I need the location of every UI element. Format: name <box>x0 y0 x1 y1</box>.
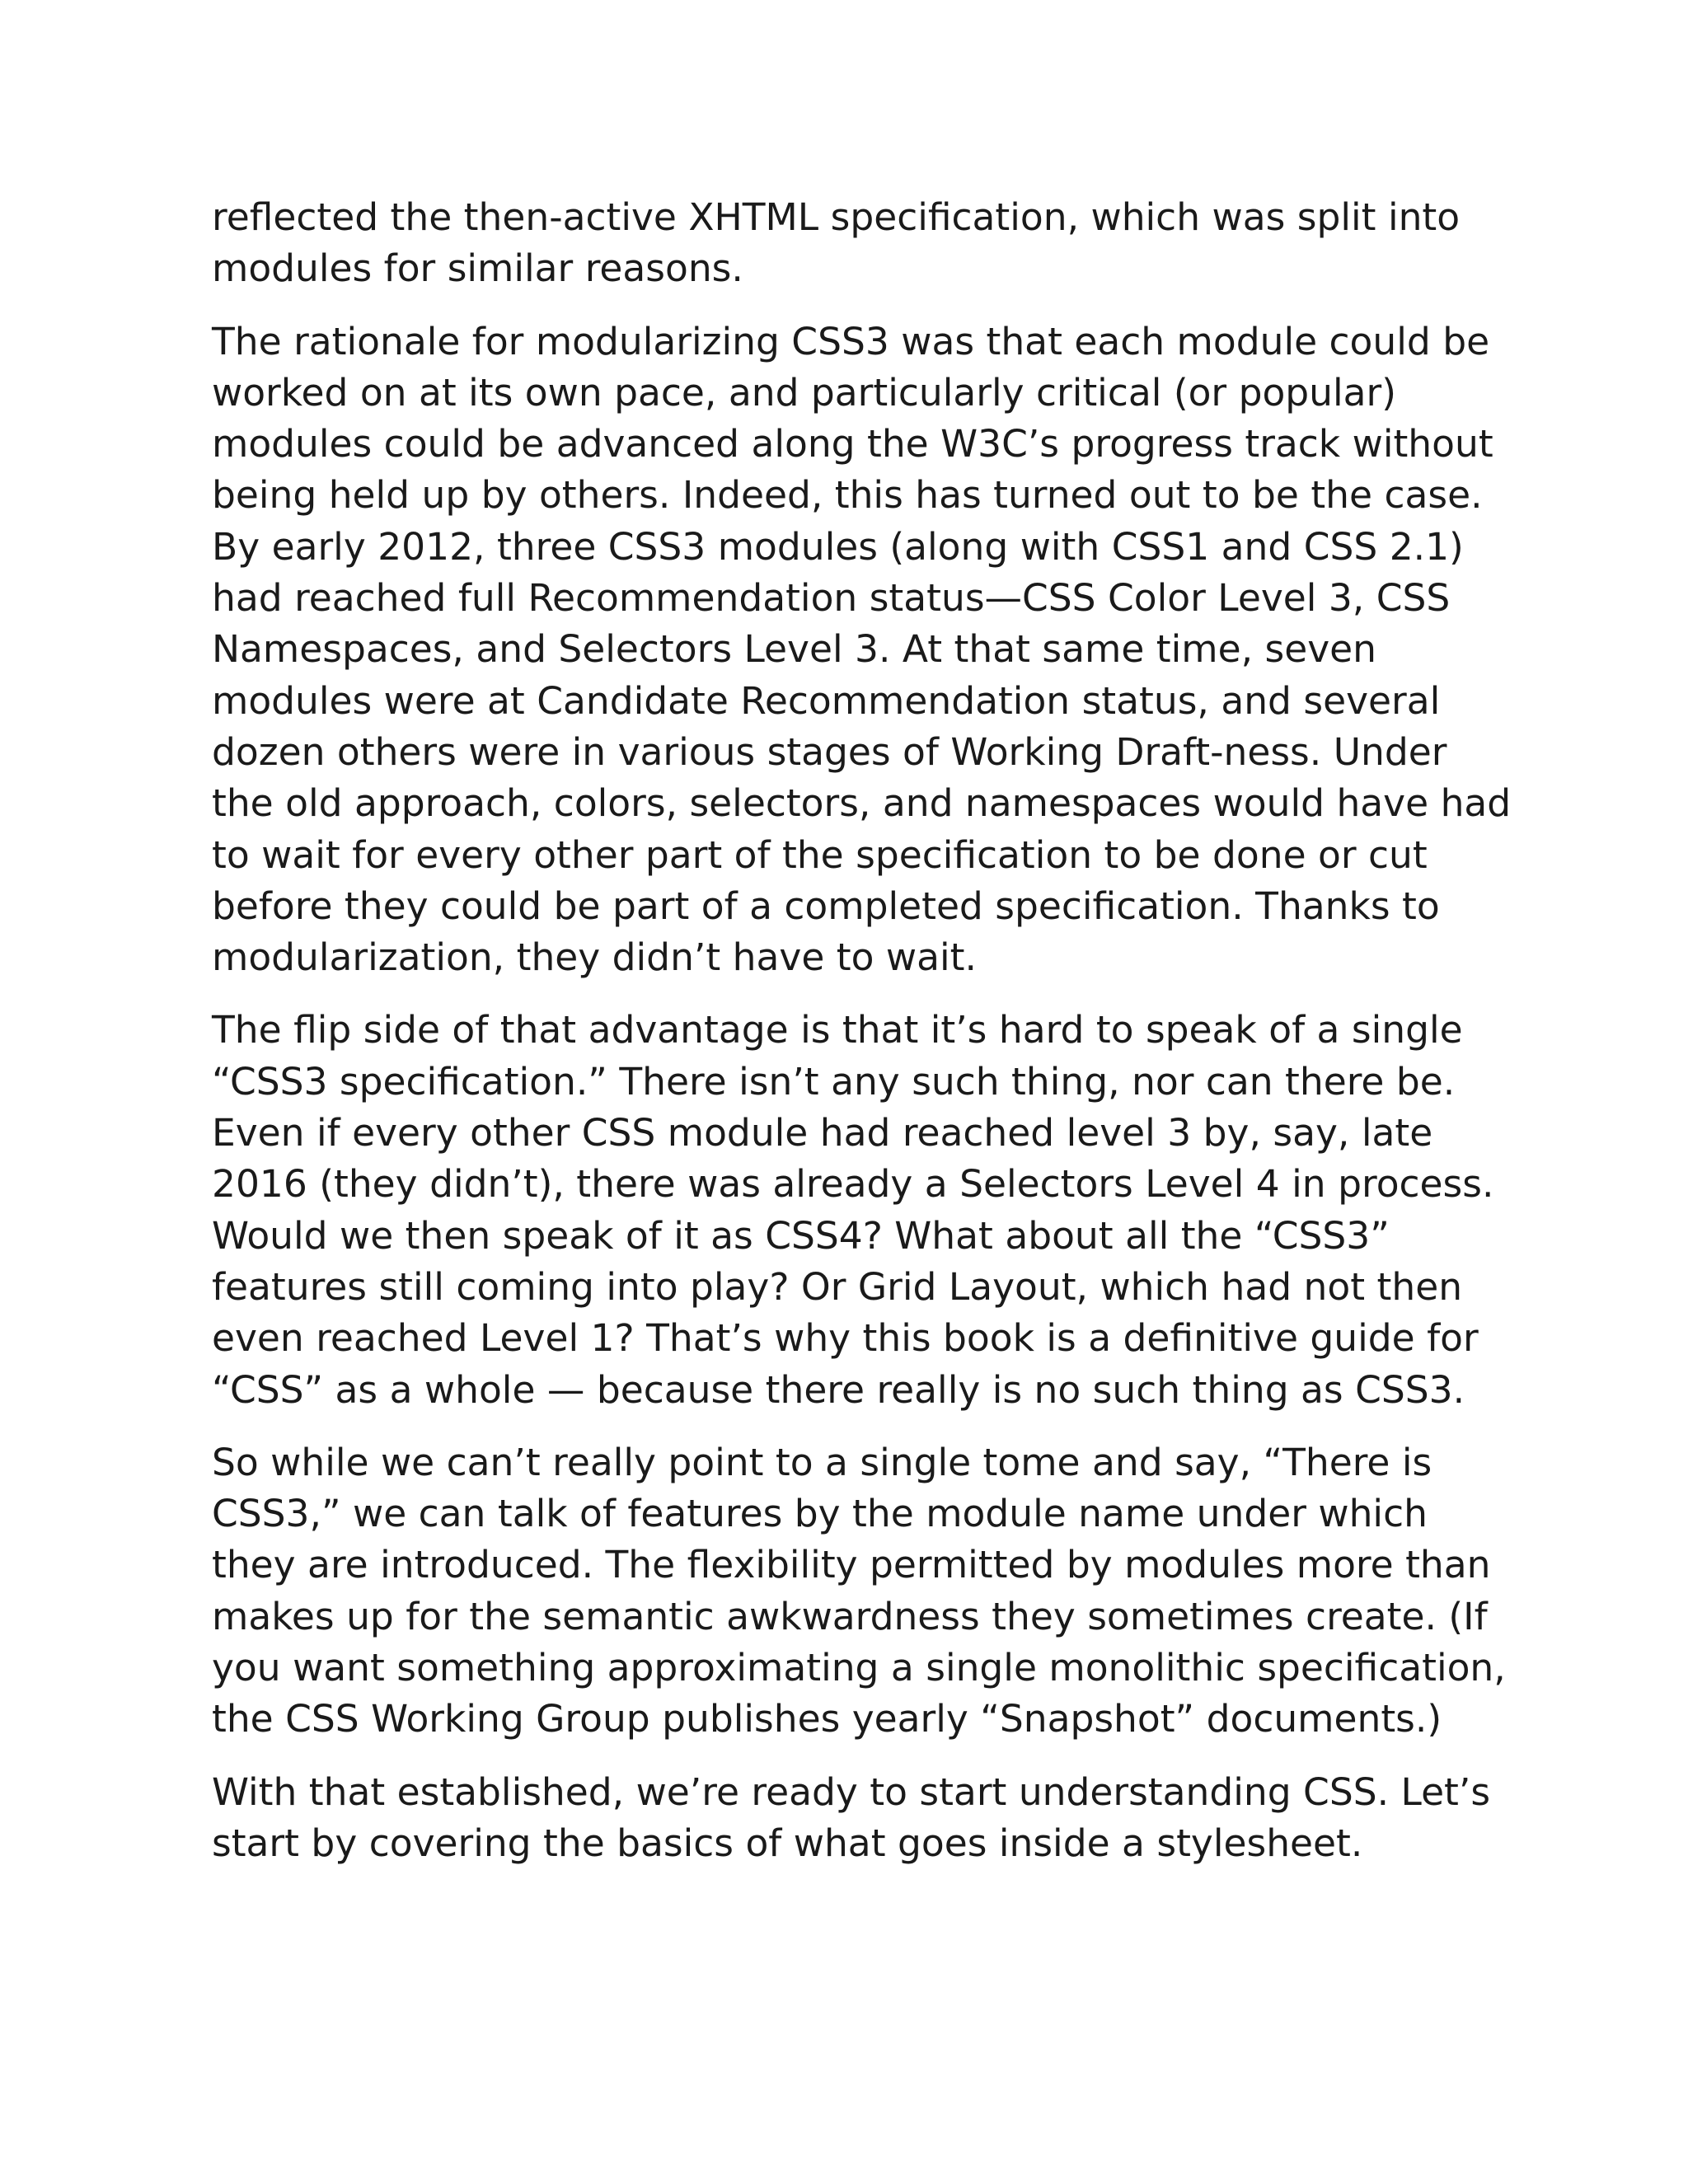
body-text <box>212 192 1512 1891</box>
text-line: Namespaces, and Selectors Level 3. At that same time, seven <box>212 627 1376 672</box>
paragraph <box>212 1437 1506 1746</box>
paragraph <box>212 192 1481 295</box>
text-line: dozen others were in various stages of Working Draft-ness. Under <box>212 729 1447 774</box>
text-line: start by covering the basics of what goes inside a stylesheet. <box>212 1821 1363 1865</box>
text-line: they are introduced. The flexibility permitted by modules more than <box>212 1543 1491 1587</box>
text-line: So while we can’t really point to a single tome and say, “There is <box>212 1440 1432 1484</box>
text-line: With that established, we’re ready to start understanding CSS. Let’s <box>212 1769 1491 1814</box>
text-line: CSS3,” we can talk of features by the module name under which <box>212 1492 1428 1536</box>
text-line: before they could be part of a completed specification. Thanks to <box>212 883 1440 928</box>
text-line: “CSS” as a whole — because there really is no such thing as CSS3. <box>212 1367 1465 1412</box>
text-line: Would we then speak of it as CSS4? What about all the “CSS3” <box>212 1213 1390 1258</box>
text-line: worked on at its own pace, and particularly critical (or popular) <box>212 370 1397 415</box>
text-line: being held up by others. Indeed, this has turned out to be the case. <box>212 473 1483 518</box>
text-line: even reached Level 1? That’s why this book is a definitive guide for <box>212 1316 1479 1361</box>
text-line: The rationale for modularizing CSS3 was that each module could be <box>212 319 1490 363</box>
text-line: Even if every other CSS module had reached level 3 by, say, late <box>212 1111 1433 1155</box>
text-line: had reached full Recommendation status—CSS Color Level 3, CSS <box>212 576 1451 621</box>
text-line: modules for similar reasons. <box>212 246 743 291</box>
text-line: The flip side of that advantage is that it’s hard to speak of a single <box>212 1008 1463 1052</box>
text-line: to wait for every other part of the specification to be done or cut <box>212 832 1428 877</box>
text-line: you want something approximating a single monolithic specification, <box>212 1646 1506 1690</box>
paragraph <box>212 1767 1491 1870</box>
text-line: the CSS Working Group publishes yearly “Snapshot” documents.) <box>212 1697 1442 1741</box>
text-line: modularization, they didn’t have to wait. <box>212 935 977 980</box>
text-line: makes up for the semantic awkwardness they sometimes create. (If <box>212 1594 1488 1638</box>
paragraph <box>212 316 1512 984</box>
text-line: reflected the then-active XHTML specification, which was split into <box>212 195 1461 239</box>
text-line: features still coming into play? Or Grid Layout, which had not then <box>212 1264 1463 1309</box>
text-line: 2016 (they didn’t), there was already a Selectors Level 4 in process. <box>212 1162 1494 1207</box>
text-line: modules were at Candidate Recommendation status, and several <box>212 678 1441 723</box>
text-line: “CSS3 specification.” There isn’t any such thing, nor can there be. <box>212 1059 1456 1104</box>
paragraph <box>212 1005 1494 1415</box>
text-line: modules could be advanced along the W3C’s progress track without <box>212 422 1493 466</box>
text-line: the old approach, colors, selectors, and namespaces would have had <box>212 781 1512 826</box>
text-line: By early 2012, three CSS3 modules (along with CSS1 and CSS 2.1) <box>212 524 1464 569</box>
